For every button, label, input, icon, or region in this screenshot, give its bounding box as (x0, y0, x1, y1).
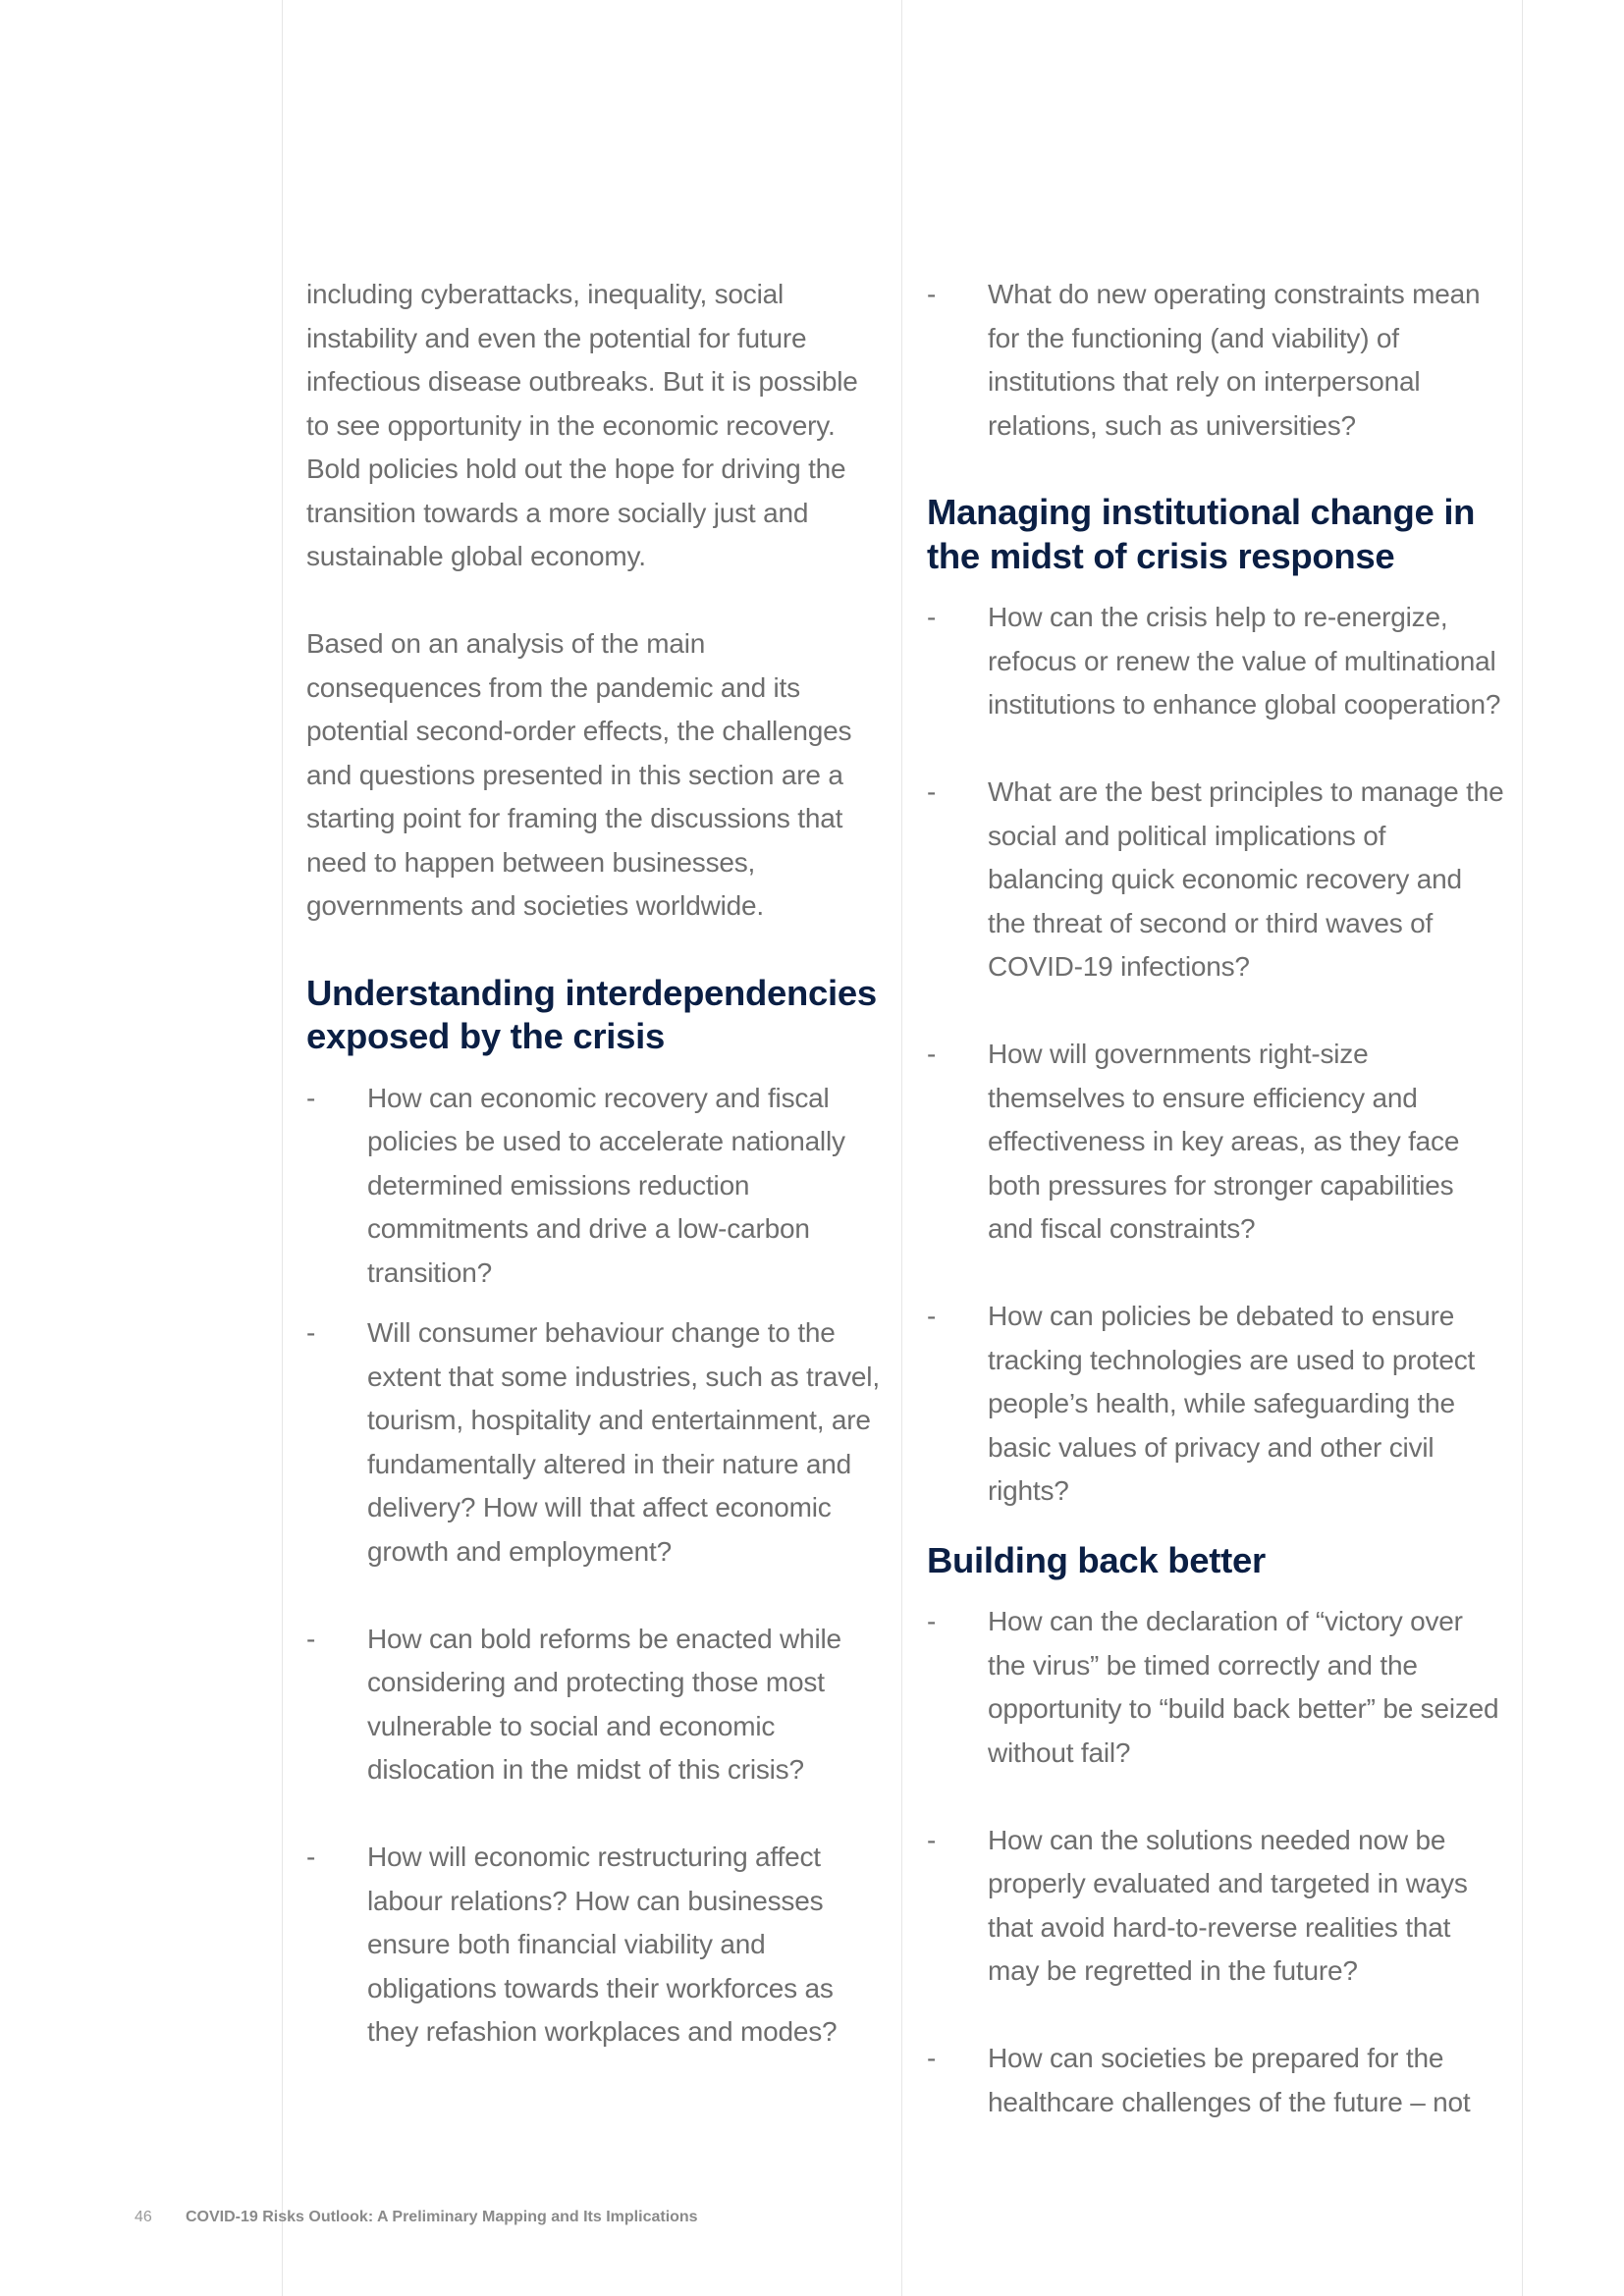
analysis-paragraph: Based on an analysis of the main consequences from the pandemic and its potential second-order effects, the challenges and questions presented in this section are a starting point for framing the discussions that need to happen between businesses, governments and societies worldwide. (306, 628, 852, 921)
list-item-text: How will economic restructuring affect labour relations? How can businesses ensure both financial viability and obligations towards their workforces as they refashion workplaces and modes? (367, 1842, 838, 2047)
dash-marker: - (927, 776, 937, 807)
dash-marker: - (306, 1842, 316, 1872)
intro-paragraph: including cyberattacks, inequality, social instability and even the potential for future infectious disease outbreaks. But it is possible to see opportunity in the economic recovery. Bold policies hold out the hope for driving the transition towards a more socially just and sustainable global economy. (306, 279, 858, 571)
list-item (927, 273, 1506, 448)
list-item-text: How can bold reforms be enacted while considering and protecting those most vulnerable to social and economic dislocation in the midst of this crisis? (367, 1623, 841, 1785)
section-heading-interdependencies: Understanding interdependencies exposed by the crisis (306, 972, 877, 1056)
right-column (927, 273, 1506, 2124)
dash-marker: - (306, 1317, 316, 1348)
list-item-text: How can the declaration of “victory over the virus” be timed correctly and the opportunity to “build back better” be seized without fail? (988, 1606, 1499, 1768)
dash-marker: - (927, 602, 937, 632)
list-item-text: What are the best principles to manage the social and political implications of balancing quick economic recovery and the threat of second or third waves of COVID-19 infections? (988, 776, 1504, 982)
list-item (306, 1311, 886, 1574)
column-divider-left (282, 0, 283, 2296)
dash-marker: - (927, 2043, 937, 2073)
left-column (306, 273, 886, 2055)
list-item-text: How can the solutions needed now be properly evaluated and targeted in ways that avoid hard-to-reverse realities that may be regretted in the future? (988, 1824, 1468, 1986)
list-item (927, 1295, 1506, 1514)
dash-marker: - (306, 1623, 316, 1654)
list-item (927, 2037, 1506, 2124)
list-item-text: How can the crisis help to re-energize, refocus or renew the value of multinational institutions to enhance global cooperation? (988, 602, 1501, 720)
dash-marker: - (927, 279, 937, 309)
list-item-text: How can societies be prepared for the healthcare challenges of the future – not (988, 2043, 1471, 2117)
dash-marker: - (927, 1606, 937, 1636)
list-item-text: How can policies be debated to ensure tracking technologies are used to protect people’s health, while safeguarding the basic values of privacy and other civil rights? (988, 1301, 1476, 1506)
list-item (306, 1618, 886, 1792)
list-item (306, 1077, 886, 1296)
column-divider-right (1522, 0, 1523, 2296)
dash-marker: - (306, 1082, 316, 1113)
list-item (927, 1819, 1506, 1994)
list-item-text: How will governments right-size themselves to ensure efficiency and effectiveness in key areas, as they face both pressures for stronger capabilities and fiscal constraints? (988, 1039, 1460, 1244)
section-heading-building-back-better: Building back better (927, 1539, 1266, 1580)
dash-marker: - (927, 1301, 937, 1331)
list-item (927, 1600, 1506, 1775)
column-divider-middle (901, 0, 902, 2296)
section-heading-institutional-change: Managing institutional change in the midst of crisis response (927, 492, 1476, 576)
dash-marker: - (927, 1039, 937, 1069)
page-number: 46 (135, 2209, 152, 2225)
list-item (927, 771, 1506, 989)
footer-report-title: COVID-19 Risks Outlook: A Preliminary Mapping and Its Implications (186, 2209, 698, 2225)
list-item-text: What do new operating constraints mean for the functioning (and viability) of institutions that rely on interpersonal relations, such as universities? (988, 279, 1481, 441)
list-item-text: How can economic recovery and fiscal policies be used to accelerate nationally determined emissions reduction commitments and drive a low-carbon transition? (367, 1082, 845, 1288)
list-item (306, 1836, 886, 2055)
list-item (927, 1033, 1506, 1252)
dash-marker: - (927, 1824, 937, 1855)
list-item (927, 596, 1506, 727)
list-item-text: Will consumer behaviour change to the extent that some industries, such as travel, tourism, hospitality and entertainment, are fundamentally altered in their nature and delivery? How will that affect economic growth and employment? (367, 1317, 880, 1567)
